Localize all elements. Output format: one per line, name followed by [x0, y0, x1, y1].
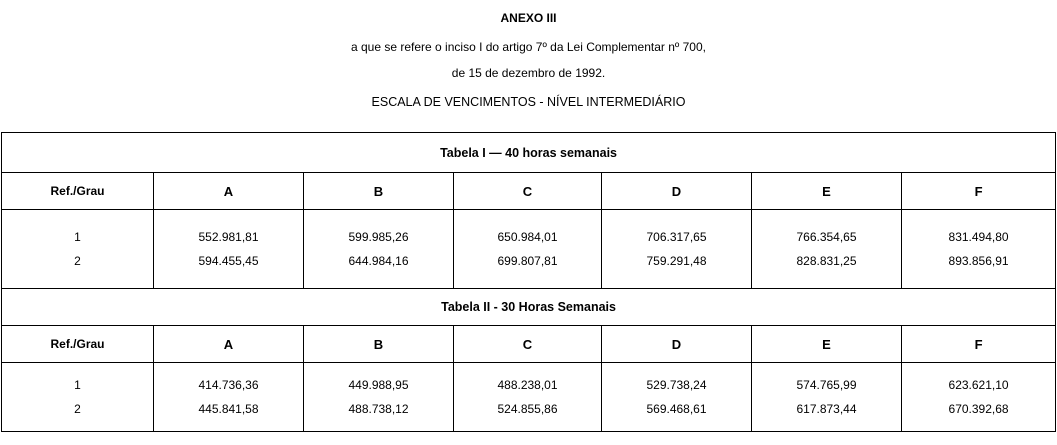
salary-value: 445.841,58 [198, 401, 259, 416]
salary-value: 759.291,48 [646, 253, 707, 268]
salary-value: 488.738,12 [348, 401, 409, 416]
salary-value: 893.856,91 [948, 253, 1009, 268]
ref-value: 2 [74, 401, 81, 416]
value-cell [154, 210, 304, 289]
column-header-a: A [154, 173, 304, 210]
table-title: Tabela I — 40 horas semanais [2, 133, 1056, 173]
scale-title: ESCALA DE VENCIMENTOS - NÍVEL INTERMEDIÁRIO [371, 95, 686, 109]
salary-value: 670.392,68 [948, 401, 1009, 416]
column-header-d: D [602, 173, 752, 210]
value-cell [752, 363, 902, 432]
column-header-f: F [902, 326, 1056, 363]
salary-value: 524.855,86 [497, 401, 558, 416]
salary-value: 623.621,10 [948, 377, 1009, 392]
salary-value: 650.984,01 [497, 229, 558, 244]
salary-value: 644.984,16 [348, 253, 409, 268]
legal-date-line: de 15 de dezembro de 1992. [451, 66, 606, 80]
column-header-e: E [752, 173, 902, 210]
legal-reference-line: a que se refere o inciso I do artigo 7º da Lei Complementar nº 700, [351, 40, 706, 54]
ref-cell [2, 210, 154, 289]
ref-cell [2, 363, 154, 432]
salary-value: 552.981,81 [198, 229, 259, 244]
salary-scale-table [1, 132, 1056, 432]
value-cell [902, 210, 1056, 289]
salary-value: 599.985,26 [348, 229, 409, 244]
column-header-row [2, 326, 1056, 363]
value-cell [454, 363, 602, 432]
column-header-f: F [902, 173, 1056, 210]
column-header-a: A [154, 326, 304, 363]
value-cell [454, 210, 602, 289]
column-header-d: D [602, 326, 752, 363]
salary-value: 569.468,61 [646, 401, 707, 416]
value-cell [304, 363, 454, 432]
ref-value: 2 [74, 253, 81, 268]
table-row [2, 210, 1056, 289]
salary-value: 488.238,01 [497, 377, 558, 392]
column-header-b: B [304, 326, 454, 363]
column-header-e: E [752, 326, 902, 363]
value-cell [154, 363, 304, 432]
column-header-ref: Ref./Grau [2, 173, 154, 210]
value-cell [602, 210, 752, 289]
salary-value: 766.354,65 [796, 229, 857, 244]
table-title: Tabela II - 30 Horas Semanais [2, 289, 1056, 326]
value-cell [304, 210, 454, 289]
column-header-ref: Ref./Grau [2, 326, 154, 363]
salary-value: 414.736,36 [198, 377, 259, 392]
table-title-row [2, 289, 1056, 326]
salary-value: 699.807,81 [497, 253, 558, 268]
salary-value: 617.873,44 [796, 401, 857, 416]
value-cell [902, 363, 1056, 432]
value-cell [752, 210, 902, 289]
column-header-row [2, 173, 1056, 210]
column-header-c: C [454, 326, 602, 363]
salary-value: 574.765,99 [796, 377, 857, 392]
salary-value: 831.494,80 [948, 229, 1009, 244]
salary-value: 594.455,45 [198, 253, 259, 268]
annex-title: ANEXO III [500, 11, 557, 25]
salary-value: 449.988,95 [348, 377, 409, 392]
ref-value: 1 [74, 377, 81, 392]
ref-value: 1 [74, 229, 81, 244]
salary-value: 529.738,24 [646, 377, 707, 392]
table-title-row [2, 133, 1056, 173]
column-header-b: B [304, 173, 454, 210]
salary-value: 828.831,25 [796, 253, 857, 268]
value-cell [602, 363, 752, 432]
salary-value: 706.317,65 [646, 229, 707, 244]
column-header-c: C [454, 173, 602, 210]
table-row [2, 363, 1056, 432]
